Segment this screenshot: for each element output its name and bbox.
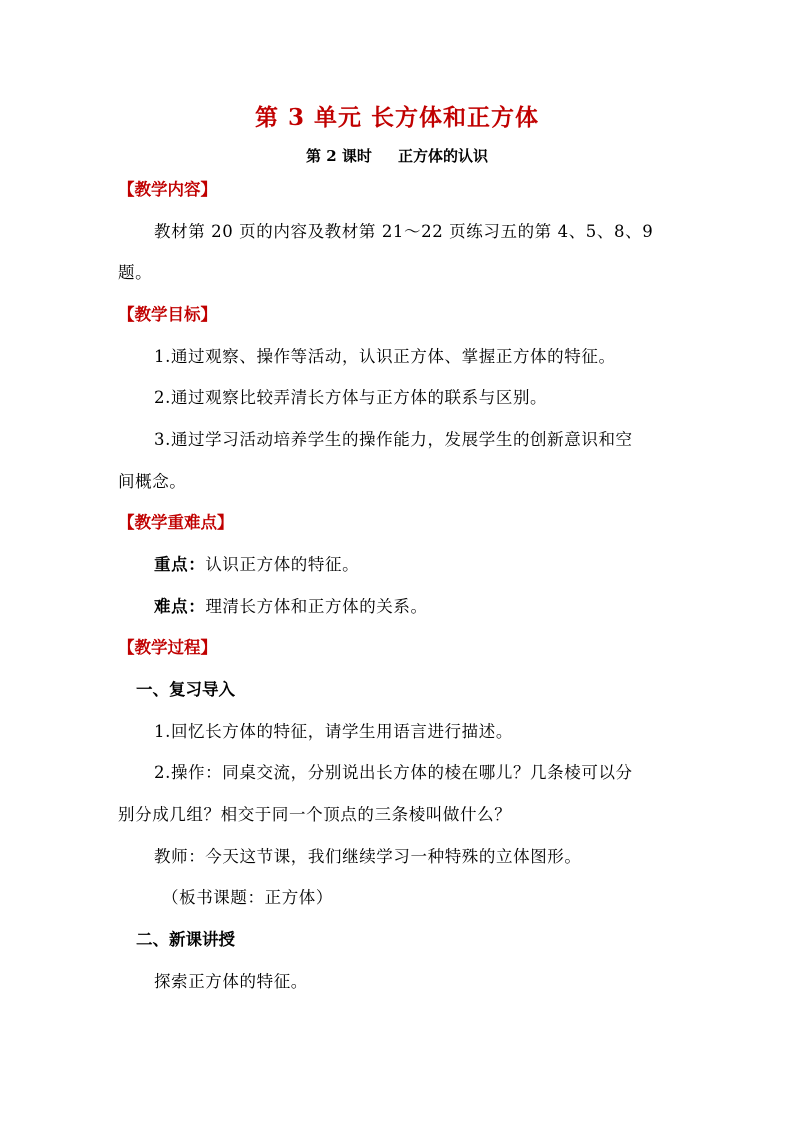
section-heading-process: 【教学过程】 bbox=[118, 638, 217, 657]
section-heading-goals: 【教学目标】 bbox=[118, 305, 217, 324]
process-paragraph-2-line-1: 2.操作：同桌交流，分别说出长方体的棱在哪儿？几条棱可以分 bbox=[154, 763, 633, 782]
process-paragraph-4: （板书课题：正方体） bbox=[162, 888, 333, 907]
lesson-topic: 正方体的认识 bbox=[397, 147, 488, 165]
goal-item-2: 2.通过观察比较弄清长方体与正方体的联系与区别。 bbox=[154, 388, 548, 407]
lesson-subtitle bbox=[0, 146, 794, 166]
difficult-point-line bbox=[154, 596, 428, 618]
goal-item-3-line-1: 3.通过学习活动培养学生的操作能力，发展学生的创新意识和空 bbox=[154, 430, 633, 449]
process-part-1-heading: 一、复习导入 bbox=[136, 680, 235, 699]
lesson-number: 第 2 课时 bbox=[306, 147, 372, 165]
key-point-label: 重点： bbox=[154, 555, 206, 574]
difficult-point-label: 难点： bbox=[154, 597, 206, 616]
content-line-1: 教材第 20 页的内容及教材第 21～22 页练习五的第 4、5、8、9 bbox=[154, 222, 654, 241]
process-paragraph-3: 教师：今天这节课，我们继续学习一种特殊的立体图形。 bbox=[154, 847, 582, 866]
section-heading-keypoints: 【教学重难点】 bbox=[118, 513, 234, 532]
process-paragraph-5: 探索正方体的特征。 bbox=[154, 972, 308, 991]
process-part-2-heading: 二、新课讲授 bbox=[136, 930, 235, 949]
key-point-line bbox=[154, 554, 359, 576]
document-title: 第 3 单元 长方体和正方体 bbox=[254, 104, 540, 131]
difficult-point-text: 理清长方体和正方体的关系。 bbox=[205, 597, 428, 616]
process-paragraph-1: 1.回忆长方体的特征，请学生用语言进行描述。 bbox=[154, 722, 513, 741]
process-paragraph-2-line-2: 别分成几组？相交于同一个顶点的三条棱叫做什么？ bbox=[118, 805, 512, 824]
key-point-text: 认识正方体的特征。 bbox=[205, 555, 360, 574]
goal-item-3-line-2: 间概念。 bbox=[118, 472, 187, 491]
content-line-2: 题。 bbox=[118, 263, 153, 282]
goal-item-1: 1.通过观察、操作等活动，认识正方体、掌握正方体的特征。 bbox=[154, 347, 616, 366]
section-heading-content: 【教学内容】 bbox=[118, 180, 217, 199]
